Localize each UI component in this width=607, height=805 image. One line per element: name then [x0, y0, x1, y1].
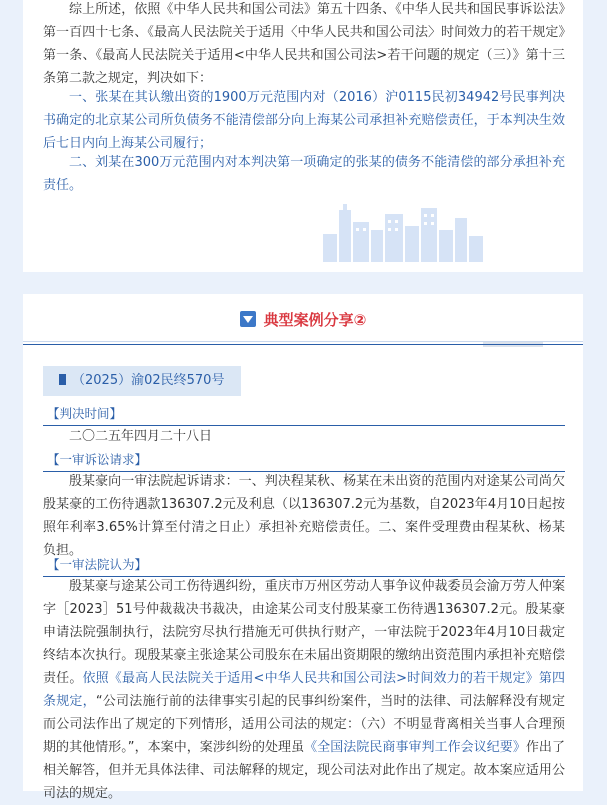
held-paragraph: 殷某豪与途某公司工伤待遇纠纷，重庆市万州区劳动人事争议仲裁委员会渝万劳人仲案字［2023］51号仲裁裁决书裁决，由途某公司支付殷某豪工伤待遇136307.2元。殷某豪申请法院强制执行，法院穷尽执行措施无可供执行财产，一审法院于2023年4月10日裁定终结本次执行。现殷某豪主张途某公司股东在未届出资期限的缴纳出资范围内承担补充赔偿责任。依照《最高人民法院关于适用<中华人民共和国公司法>时间效力的若干规定》第四条规定，“公司法施行前的法律事实引起的民事纠纷案件，当时的法律、司法解释没有规定而公司法作出了规定的下列情形，适用公司法的规定：（六）不明显背离相关当事人合理预期的其他情形。”，本案中，案涉纠纷的处理虽《全国法院民商事审判工作会议纪要》作出了相关解答，但并无具体法律、司法解释的规定，现公司法对此作出了规定。故本案应适用公司法的规定。 — [43, 579, 565, 801]
judgment-date: 二〇二五年四月二十八日 — [69, 429, 213, 444]
city-skyline-icon — [323, 200, 483, 262]
label-judgment-date: 【判决时间】 — [43, 405, 126, 423]
case-card — [23, 294, 583, 801]
divider — [23, 344, 583, 345]
judgment-item-2: 二、刘某在300万元范围内对本判决第一项确定的张某的债务不能清偿的部分承担补充责任。 — [43, 155, 565, 193]
label-first-instance-claim: 【一审诉讼请求】 — [43, 451, 151, 469]
claim-paragraph: 殷某豪向一审法院起诉请求：一、判决程某秋、杨某在未出资的范围内对途某公司尚欠殷某豪的工伤待遇款136307.2元及利息（以136307.2元为基数，自2023年4月10日起按照年利率3.65%计算至付清之日止）承担补充赔偿责任。二、案件受理费由程某秋、杨某负担。 — [43, 474, 565, 558]
judgment-item-1: 一、张某在其认缴出资的1900万元范围内对（2016）沪0115民初34942号民事判决书确定的北京某公司所负债务不能清偿部分向上海某公司承担补充赔偿责任，于本判决生效后七日内向上海某公司履行； — [43, 90, 565, 151]
triangle-down-icon — [240, 311, 256, 327]
case-number-badge: （2025）渝02民终570号 — [43, 366, 241, 396]
label-first-instance-held: 【一审法院认为】 — [43, 556, 151, 574]
square-bullet-icon — [59, 374, 66, 385]
section-title: 典型案例分享② — [23, 308, 583, 332]
conclusion-paragraph: 综上所述，依照《中华人民共和国公司法》第五十四条、《中华人民共和国民事诉讼法》第一百四十七条、《最高人民法院关于适用〈中华人民共和国公司法〉时间效力的若干规定》第一条、《最高人民法院关于适用<中华人民共和国公司法>若干问题的规定（三）》第十三条第二款之规定，判决如下： — [43, 2, 565, 86]
judgment-card — [23, 0, 583, 272]
